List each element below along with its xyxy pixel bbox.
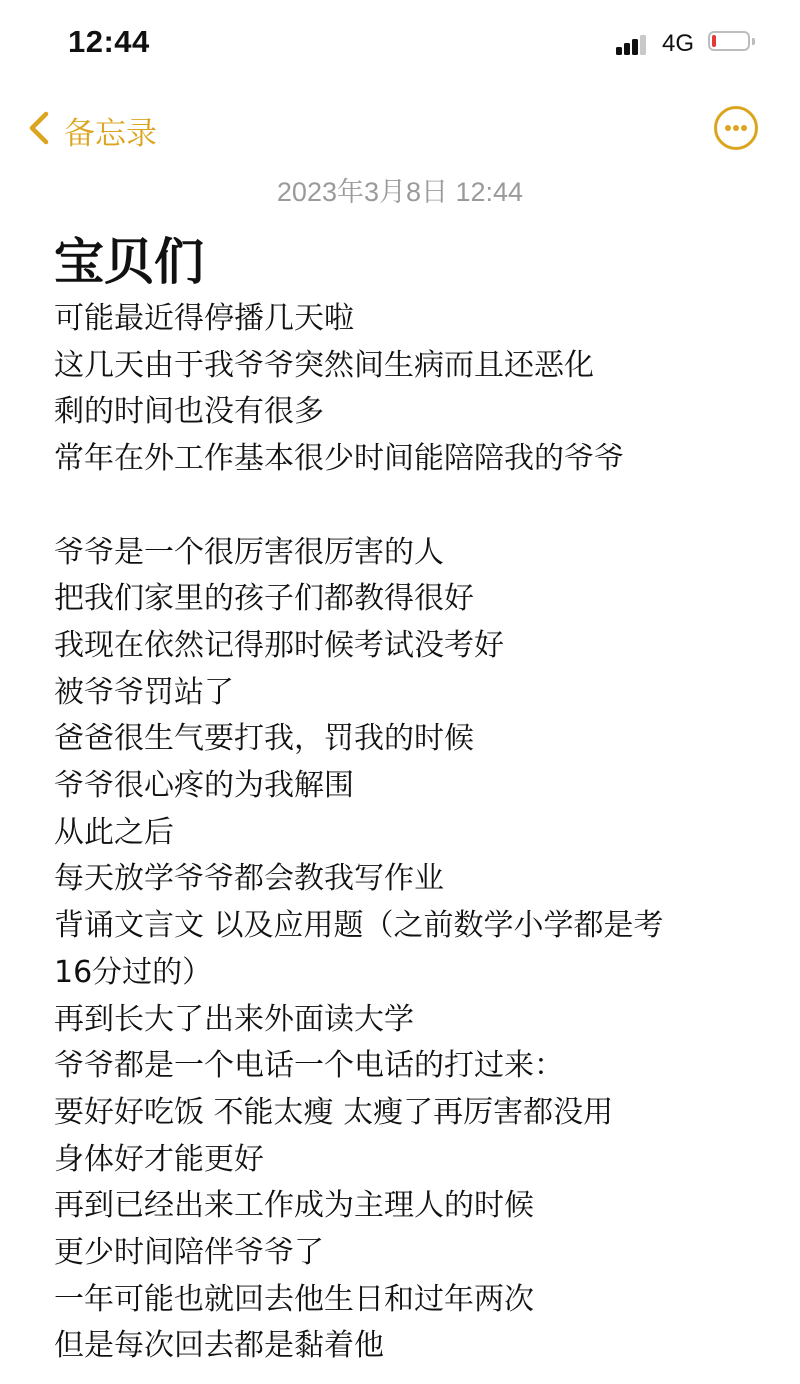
navigation-bar bbox=[0, 100, 800, 160]
status-bar bbox=[0, 0, 800, 88]
note-line: 身体好才能更好 bbox=[54, 1141, 264, 1177]
note-line: 一年可能也就回去他生日和过年两次 bbox=[54, 1281, 534, 1317]
status-time: 12:44 bbox=[68, 24, 150, 59]
note-line: 被爷爷罚站了 bbox=[54, 674, 234, 710]
signal-bar bbox=[632, 39, 638, 55]
note-line: 可能最近得停播几天啦 bbox=[54, 301, 354, 336]
note-line: 爷爷是一个很厉害很厉害的人 bbox=[54, 534, 444, 570]
note-line: 这几天由于我爷爷突然间生病而且还恶化 bbox=[54, 347, 594, 383]
note-line: 16分过的） bbox=[54, 954, 213, 990]
note-line: 再到长大了出来外面读大学 bbox=[54, 1001, 414, 1037]
note-line: 从此之后 bbox=[54, 814, 174, 850]
signal-bar bbox=[616, 47, 622, 55]
network-type: 4G bbox=[662, 30, 695, 57]
battery-level bbox=[712, 35, 716, 47]
note-line: 爸爸很生气要打我，罚我的时候 bbox=[54, 721, 474, 757]
cellular-signal-icon bbox=[616, 33, 656, 55]
chevron-left-icon[interactable] bbox=[24, 108, 54, 148]
note-line: 把我们家里的孩子们都教得很好 bbox=[54, 581, 474, 617]
note-line: 我现在依然记得那时候考试没考好 bbox=[54, 627, 504, 663]
note-line: 背诵文言文 以及应用题（之前数学小学都是考 bbox=[54, 908, 664, 944]
ellipsis-icon bbox=[725, 125, 731, 131]
signal-bar bbox=[624, 43, 630, 55]
note-line: 更少时间陪伴爷爷了 bbox=[54, 1235, 324, 1271]
note-date: 2023年3月8日 12:44 bbox=[276, 177, 524, 207]
note-title[interactable]: 宝贝们 bbox=[54, 233, 204, 291]
back-button-label[interactable]: 备忘录 bbox=[64, 116, 157, 152]
note-line: 每天放学爷爷都会教我写作业 bbox=[54, 861, 444, 897]
note-blank-line bbox=[54, 483, 754, 530]
more-options-button[interactable] bbox=[714, 106, 758, 150]
ellipsis-icon-dot bbox=[741, 125, 747, 131]
note-line: 爷爷都是一个电话一个电话的打过来： bbox=[54, 1048, 564, 1084]
note-line: 爷爷很心疼的为我解围 bbox=[54, 768, 354, 804]
signal-bar bbox=[640, 35, 646, 55]
note-line: 再到已经出来工作成为主理人的时候 bbox=[54, 1188, 534, 1224]
note-line: 剩的时间也没有很多 bbox=[54, 394, 324, 430]
ellipsis-icon-dot bbox=[733, 125, 739, 131]
note-line: 但是每次回去都是黏着他 bbox=[54, 1328, 384, 1364]
note-line: 要好好吃饭 不能太瘦 太瘦了再厉害都没用 bbox=[54, 1094, 614, 1130]
battery-icon bbox=[708, 31, 752, 53]
note-body[interactable] bbox=[54, 296, 754, 1370]
note-line: 常年在外工作基本很少时间能陪陪我的爷爷 bbox=[54, 441, 624, 477]
